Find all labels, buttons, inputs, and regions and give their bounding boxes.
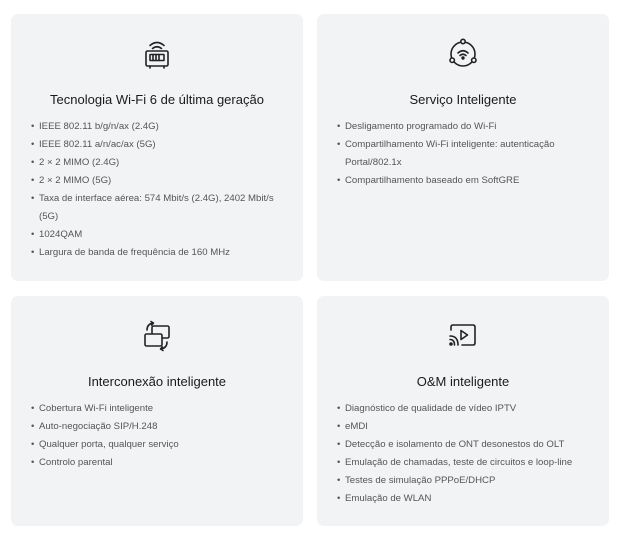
feature-card-wifi6 — [11, 14, 303, 281]
feature-list — [337, 118, 595, 190]
feature-card-interconnection — [11, 296, 303, 526]
list-item: • eMDI — [337, 418, 595, 436]
video-cast-icon — [445, 318, 481, 354]
list-item: • 2 × 2 MIMO (5G) — [31, 172, 289, 190]
list-item: • Diagnóstico de qualidade de vídeo IPTV — [337, 400, 595, 418]
card-title: Serviço Inteligente — [409, 92, 517, 107]
card-title: Interconexão inteligente — [87, 374, 227, 389]
interconnection-icon — [139, 318, 175, 354]
list-item: • Compartilhamento baseado em SoftGRE — [337, 172, 595, 190]
list-item: • Controlo parental — [31, 454, 289, 472]
list-item: • Testes de simulação PPPoE/DHCP — [337, 472, 595, 490]
feature-card-om — [317, 296, 609, 526]
wifi-router-icon — [139, 36, 175, 72]
list-item: • Detecção e isolamento de ONT desonestos do OLT — [337, 436, 595, 454]
list-item: • 2 × 2 MIMO (2.4G) — [31, 154, 289, 172]
card-title: Tecnologia Wi-Fi 6 de última geração — [50, 92, 264, 107]
list-item: • Taxa de interface aérea: 574 Mbit/s (2.4G), 2402 Mbit/s (5G) — [31, 190, 289, 226]
feature-card-smart-service — [317, 14, 609, 281]
list-item: • Qualquer porta, qualquer serviço — [31, 436, 289, 454]
list-item: • Largura de banda de frequência de 160 MHz — [31, 244, 289, 262]
card-title: O&M inteligente — [416, 374, 510, 389]
feature-list — [337, 400, 595, 508]
list-item: • IEEE 802.11 b/g/n/ax (2.4G) — [31, 118, 289, 136]
list-item: • Emulação de WLAN — [337, 490, 595, 508]
list-item: • Cobertura Wi-Fi inteligente — [31, 400, 289, 418]
list-item: • Auto-negociação SIP/H.248 — [31, 418, 289, 436]
list-item: • Desligamento programado do Wi-Fi — [337, 118, 595, 136]
feature-list — [31, 400, 289, 472]
feature-list — [31, 118, 289, 262]
list-item: • Compartilhamento Wi-Fi inteligente: autenticação Portal/802.1x — [337, 136, 595, 172]
list-item: • IEEE 802.11 a/n/ac/ax (5G) — [31, 136, 289, 154]
smart-service-icon — [445, 36, 481, 72]
list-item: • Emulação de chamadas, teste de circuitos e loop-line — [337, 454, 595, 472]
list-item: • 1024QAM — [31, 226, 289, 244]
